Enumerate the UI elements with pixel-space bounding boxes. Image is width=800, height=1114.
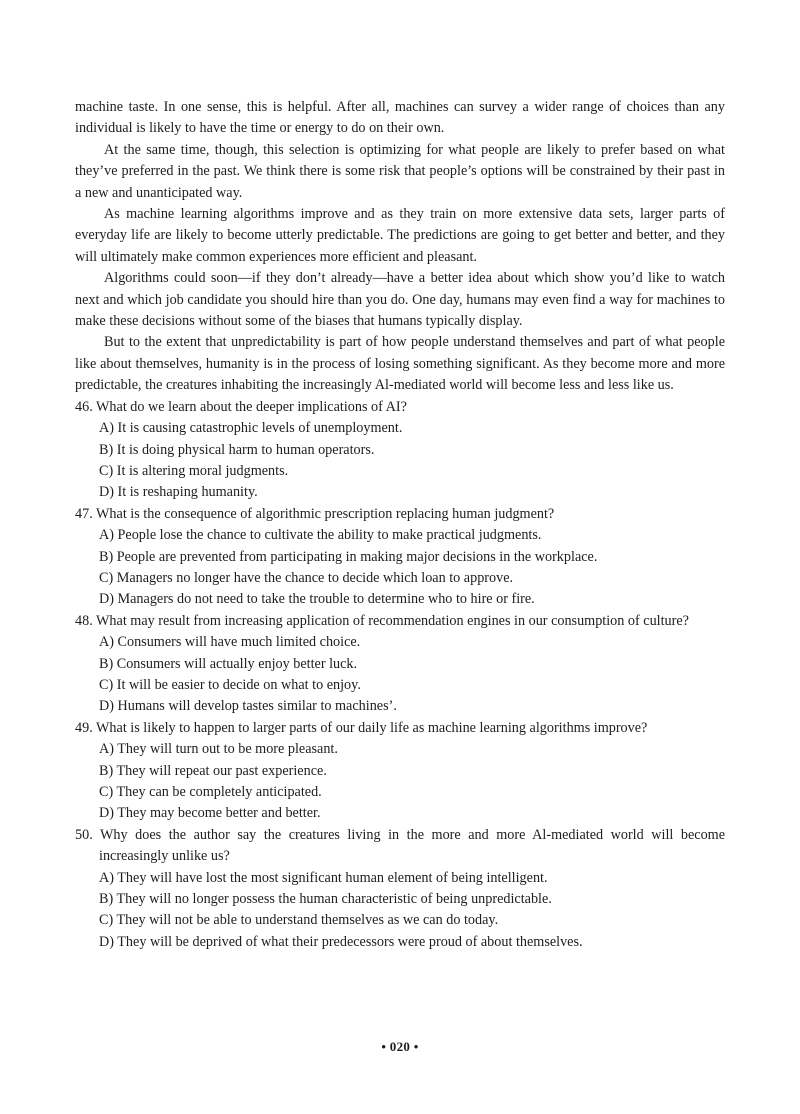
option-b[interactable]: B) They will repeat our past experience. [99, 762, 327, 779]
question-stem [75, 504, 725, 525]
option-c[interactable]: C) They can be completely anticipated. [99, 784, 322, 800]
question-text: What is the consequence of algorithmic prescription replacing human judgment? [96, 505, 555, 522]
question-stem [75, 718, 725, 739]
option-b[interactable]: B) Consumers will actually enjoy better luck. [99, 655, 358, 672]
page-content [75, 97, 725, 953]
question-text: Why does the author say the creatures living in the more and more Al-mediated world will become increasingly unlike us? [99, 826, 725, 865]
option-b[interactable]: B) People are prevented from participating in making major decisions in the workplace. [99, 548, 598, 565]
question-stem [75, 825, 725, 868]
question-stem [75, 397, 725, 418]
option-c[interactable]: C) It is altering moral judgments. [99, 462, 289, 479]
question-number: 46. [75, 398, 93, 415]
passage-paragraph-2: At the same time, though, this selection is optimizing for what people are likely to prefer based on what they’ve preferred in the past. We think there is some risk that people’s options will be constrained by their past in a new and unanticipated way. [75, 141, 725, 201]
question-number: 50. [75, 826, 93, 843]
question-number: 48. [75, 612, 93, 629]
passage-paragraph-1: machine taste. In one sense, this is helpful. After all, machines can survey a wider range of choices than any individual is likely to have the time or energy to do on their own. [75, 99, 725, 137]
option-b[interactable]: B) They will no longer possess the human characteristic of being unpredictable. [99, 891, 552, 908]
question-number: 47. [75, 505, 93, 522]
option-a[interactable]: A) They will turn out to be more pleasant. [99, 741, 338, 758]
option-d[interactable]: D) They may become better and better. [99, 805, 321, 822]
passage [75, 97, 725, 397]
option-c[interactable]: C) They will not be able to understand themselves as we can do today. [99, 912, 499, 929]
option-c[interactable]: C) Managers no longer have the chance to decide which loan to approve. [99, 569, 514, 586]
passage-paragraph-5: But to the extent that unpredictability is part of how people understand themselves and part of what people like about themselves, humanity is in the process of losing something significant. As they become more and more predictable, the creatures inhabiting the increasingly Al-mediated world will become less and less like us. [75, 334, 725, 394]
option-a[interactable]: A) Consumers will have much limited choice. [99, 634, 361, 651]
question-47 [75, 504, 725, 611]
question-stem [75, 611, 725, 632]
question-48 [75, 611, 725, 718]
page-number: • 020 • [381, 1039, 419, 1054]
option-d[interactable]: D) They will be deprived of what their predecessors were proud of about themselves. [99, 933, 583, 950]
option-a[interactable]: A) They will have lost the most significant human element of being intelligent. [99, 869, 548, 886]
question-text: What is likely to happen to larger parts of our daily life as machine learning algorithms improve? [96, 719, 648, 736]
question-text: What do we learn about the deeper implications of AI? [96, 398, 407, 415]
option-c[interactable]: C) It will be easier to decide on what to enjoy. [99, 676, 361, 693]
option-d[interactable]: D) Managers do not need to take the trouble to determine who to hire or fire. [99, 591, 535, 608]
question-46 [75, 397, 725, 504]
passage-paragraph-4: Algorithms could soon—if they don’t already—have a better idea about which show you’d like to watch next and which job candidate you should hire than you do. One day, humans may even find a way for machines to make these decisions without some of the biases that humans typically display. [75, 270, 725, 330]
question-list [75, 397, 725, 954]
question-text: What may result from increasing application of recommendation engines in our consumption of culture? [96, 612, 689, 629]
option-b[interactable]: B) It is doing physical harm to human operators. [99, 441, 375, 458]
question-49 [75, 718, 725, 825]
question-number: 49. [75, 719, 93, 736]
question-50 [75, 825, 725, 953]
passage-paragraph-3: As machine learning algorithms improve and as they train on more extensive data sets, larger parts of everyday life are likely to become utterly predictable. The predictions are going to get better and better, and they will ultimately make common experiences more efficient and pleasant. [75, 206, 725, 265]
option-a[interactable]: A) It is causing catastrophic levels of unemployment. [99, 420, 403, 437]
option-a[interactable]: A) People lose the chance to cultivate the ability to make practical judgments. [99, 527, 542, 544]
option-d[interactable]: D) It is reshaping humanity. [99, 484, 258, 501]
option-d[interactable]: D) Humans will develop tastes similar to machines’. [99, 698, 397, 715]
